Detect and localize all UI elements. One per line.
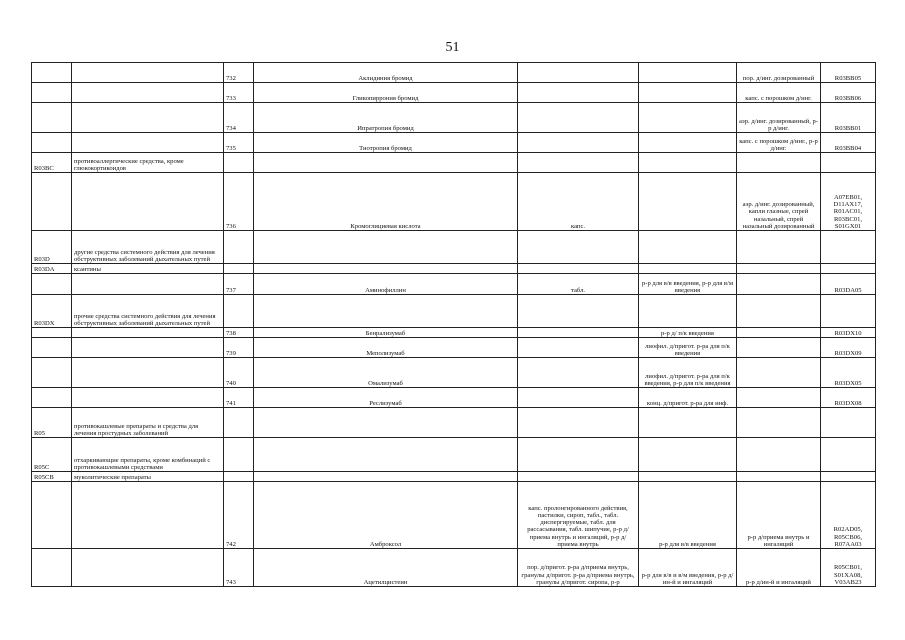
table-row [32, 274, 876, 295]
atc-code-cell: R03BC [32, 153, 72, 173]
dosage-form-inhalation-cell: капс. с порошком д/инг. [737, 83, 821, 103]
dosage-form-cell [518, 264, 639, 274]
drug-name-cell [254, 438, 518, 472]
item-number-cell [224, 295, 254, 328]
drug-name-cell: Реслизумаб [254, 388, 518, 408]
atc-codes-cell: R03DA05 [821, 274, 876, 295]
group-name-cell: противокашлевые препараты и средства для лечения простудных заболеваний [72, 408, 224, 438]
dosage-form-injection-cell [639, 63, 737, 83]
atc-codes-cell [821, 295, 876, 328]
dosage-form-inhalation-cell [737, 438, 821, 472]
drug-name-cell [254, 264, 518, 274]
dosage-form-cell [518, 103, 639, 133]
atc-codes-cell: R03DX10 [821, 328, 876, 338]
group-name-cell [72, 133, 224, 153]
drug-name-cell: Ацетилцистеин [254, 549, 518, 587]
table-row [32, 103, 876, 133]
dosage-form-inhalation-cell [737, 231, 821, 264]
dosage-form-inhalation-cell: аэр. д/инг. дозированный, капли глазные, спрей назальный, спрей назальный дозированный [737, 173, 821, 231]
table-row [32, 472, 876, 482]
drug-name-cell: Тиотропия бромид [254, 133, 518, 153]
group-name-cell [72, 358, 224, 388]
dosage-form-injection-cell [639, 264, 737, 274]
atc-code-cell: R03DA [32, 264, 72, 274]
dosage-form-cell [518, 338, 639, 358]
atc-code-cell [32, 328, 72, 338]
dosage-form-inhalation-cell [737, 388, 821, 408]
table-row [32, 328, 876, 338]
atc-code-cell: R05 [32, 408, 72, 438]
dosage-form-injection-cell: р-р для в/в введения, р-р для в/м введения [639, 274, 737, 295]
drug-name-cell: Ипратропия бромид [254, 103, 518, 133]
atc-code-cell [32, 358, 72, 388]
dosage-form-cell [518, 133, 639, 153]
atc-code-cell [32, 388, 72, 408]
drug-name-cell: Меполизумаб [254, 338, 518, 358]
table-row [32, 295, 876, 328]
dosage-form-injection-cell [639, 295, 737, 328]
item-number-cell: 739 [224, 338, 254, 358]
dosage-form-inhalation-cell [737, 472, 821, 482]
drug-name-cell: Аклидиния бромид [254, 63, 518, 83]
table-row [32, 173, 876, 231]
dosage-form-inhalation-cell: р-р д/приема внутрь и ингаляций [737, 482, 821, 549]
atc-code-cell [32, 482, 72, 549]
table-row [32, 388, 876, 408]
atc-codes-cell: R03BB06 [821, 83, 876, 103]
atc-code-cell [32, 103, 72, 133]
dosage-form-cell [518, 295, 639, 328]
dosage-form-inhalation-cell [737, 408, 821, 438]
atc-code-cell: R05C [32, 438, 72, 472]
table-row [32, 83, 876, 103]
item-number-cell: 738 [224, 328, 254, 338]
drug-name-cell [254, 231, 518, 264]
table-row [32, 153, 876, 173]
table-row [32, 358, 876, 388]
group-name-cell [72, 328, 224, 338]
dosage-form-injection-cell [639, 472, 737, 482]
atc-codes-cell [821, 153, 876, 173]
item-number-cell [224, 438, 254, 472]
item-number-cell: 740 [224, 358, 254, 388]
dosage-form-injection-cell [639, 103, 737, 133]
atc-codes-cell [821, 408, 876, 438]
atc-codes-cell [821, 231, 876, 264]
atc-codes-cell: R03BB01 [821, 103, 876, 133]
dosage-form-cell [518, 328, 639, 338]
dosage-form-injection-cell: р-р для в/в введения [639, 482, 737, 549]
item-number-cell [224, 153, 254, 173]
table-row [32, 264, 876, 274]
group-name-cell [72, 63, 224, 83]
dosage-form-injection-cell: р-р д/ п/к введения [639, 328, 737, 338]
atc-codes-cell: R03DX09 [821, 338, 876, 358]
table-row [32, 63, 876, 83]
drug-name-cell: Бенрализумаб [254, 328, 518, 338]
dosage-form-cell [518, 153, 639, 173]
dosage-form-inhalation-cell [737, 338, 821, 358]
atc-code-cell [32, 173, 72, 231]
dosage-form-inhalation-cell: аэр. д/инг. дозированный, р-р д/инг. [737, 103, 821, 133]
group-name-cell [72, 173, 224, 231]
item-number-cell: 737 [224, 274, 254, 295]
group-name-cell [72, 338, 224, 358]
group-name-cell: прочие средства системного действия для лечения обструктивных заболеваний дыхательных путей [72, 295, 224, 328]
atc-codes-cell: R02AD05, R05CB06, R07AA03 [821, 482, 876, 549]
dosage-form-cell [518, 358, 639, 388]
atc-codes-cell [821, 438, 876, 472]
dosage-form-injection-cell [639, 408, 737, 438]
atc-codes-cell: R05CB01, S01XA08, V03AB23 [821, 549, 876, 587]
dosage-form-inhalation-cell [737, 153, 821, 173]
atc-codes-cell: R03DX05 [821, 358, 876, 388]
dosage-form-cell [518, 388, 639, 408]
dosage-form-cell [518, 63, 639, 83]
item-number-cell: 734 [224, 103, 254, 133]
dosage-form-inhalation-cell [737, 274, 821, 295]
dosage-form-cell [518, 438, 639, 472]
drug-name-cell [254, 153, 518, 173]
atc-codes-cell: R03BB04 [821, 133, 876, 153]
drug-registry-table [31, 62, 876, 587]
atc-code-cell [32, 133, 72, 153]
atc-codes-cell: A07EB01, D11AX17, R01AC01, R03BC01, S01GX01 [821, 173, 876, 231]
page-number: 51 [445, 40, 460, 55]
atc-code-cell [32, 274, 72, 295]
table-row [32, 133, 876, 153]
atc-code-cell: R05CB [32, 472, 72, 482]
group-name-cell: ксантины [72, 264, 224, 274]
group-name-cell: противоаллергические средства, кроме глюкокортикоидов [72, 153, 224, 173]
group-name-cell: муколитические препараты [72, 472, 224, 482]
drug-name-cell [254, 472, 518, 482]
dosage-form-inhalation-cell: капс. с порошком д/инг., р-р д/инг. [737, 133, 821, 153]
drug-name-cell: Омализумаб [254, 358, 518, 388]
item-number-cell: 735 [224, 133, 254, 153]
atc-codes-cell: R03DX08 [821, 388, 876, 408]
table-row [32, 338, 876, 358]
drug-name-cell: Кромоглициевая кислота [254, 173, 518, 231]
drug-name-cell [254, 408, 518, 438]
atc-codes-cell: R03BB05 [821, 63, 876, 83]
dosage-form-cell: табл. [518, 274, 639, 295]
dosage-form-injection-cell: р-р для в/в и в/м введения, р-р д/ин-й и ингаляций [639, 549, 737, 587]
table-row [32, 482, 876, 549]
atc-code-cell: R03DX [32, 295, 72, 328]
dosage-form-cell [518, 408, 639, 438]
item-number-cell [224, 231, 254, 264]
atc-code-cell [32, 338, 72, 358]
item-number-cell [224, 472, 254, 482]
drug-name-cell: Амброксол [254, 482, 518, 549]
group-name-cell [72, 103, 224, 133]
table-row [32, 438, 876, 472]
drug-name-cell: Аминофиллин [254, 274, 518, 295]
item-number-cell: 742 [224, 482, 254, 549]
dosage-form-cell: капс. пролонгированного действия, пастилки, сироп, табл., табл. диспергируемые, табл. для рассасывания, табл. шипучие, р-р д/приема внутрь и ингаляций, р-р д/приема внутрь [518, 482, 639, 549]
item-number-cell: 733 [224, 83, 254, 103]
dosage-form-cell [518, 83, 639, 103]
group-name-cell [72, 83, 224, 103]
item-number-cell: 743 [224, 549, 254, 587]
dosage-form-injection-cell: конц. д/пригот. р-ра для инф. [639, 388, 737, 408]
dosage-form-cell: капс. [518, 173, 639, 231]
dosage-form-inhalation-cell: р-р д/ин-й и ингаляций [737, 549, 821, 587]
dosage-form-injection-cell: лиофил. д/пригот. р-ра для п/к введения [639, 338, 737, 358]
dosage-form-cell: пор. д/пригот. р-ра д/приема внутрь, гранулы д/пригот. р-ра д/приема внутрь, гранулы д/пригот. сиропа, р-р [518, 549, 639, 587]
item-number-cell: 732 [224, 63, 254, 83]
dosage-form-injection-cell [639, 231, 737, 264]
dosage-form-injection-cell [639, 438, 737, 472]
atc-code-cell [32, 83, 72, 103]
atc-code-cell [32, 549, 72, 587]
item-number-cell [224, 408, 254, 438]
item-number-cell [224, 264, 254, 274]
dosage-form-injection-cell [639, 173, 737, 231]
dosage-form-cell [518, 231, 639, 264]
atc-codes-cell [821, 264, 876, 274]
atc-code-cell [32, 63, 72, 83]
group-name-cell [72, 482, 224, 549]
dosage-form-inhalation-cell [737, 328, 821, 338]
atc-codes-cell [821, 472, 876, 482]
table-row [32, 408, 876, 438]
drug-name-cell: Гликопиррония бромид [254, 83, 518, 103]
group-name-cell [72, 274, 224, 295]
drug-name-cell [254, 295, 518, 328]
group-name-cell [72, 388, 224, 408]
dosage-form-inhalation-cell: пор. д/инг. дозированный [737, 63, 821, 83]
group-name-cell: отхаркивающие препараты, кроме комбинаций с противокашлевыми средствами [72, 438, 224, 472]
dosage-form-inhalation-cell [737, 358, 821, 388]
dosage-form-inhalation-cell [737, 264, 821, 274]
group-name-cell [72, 549, 224, 587]
group-name-cell: другие средства системного действия для лечения обструктивных заболеваний дыхательных путей [72, 231, 224, 264]
dosage-form-injection-cell [639, 153, 737, 173]
table-body [32, 63, 876, 587]
dosage-form-injection-cell [639, 133, 737, 153]
atc-code-cell: R03D [32, 231, 72, 264]
dosage-form-inhalation-cell [737, 295, 821, 328]
dosage-form-cell [518, 472, 639, 482]
dosage-form-injection-cell [639, 83, 737, 103]
item-number-cell: 736 [224, 173, 254, 231]
table-row [32, 231, 876, 264]
table-row [32, 549, 876, 587]
item-number-cell: 741 [224, 388, 254, 408]
dosage-form-injection-cell: лиофил. д/пригот. р-ра для п/к введения, р-р для п/к введения [639, 358, 737, 388]
